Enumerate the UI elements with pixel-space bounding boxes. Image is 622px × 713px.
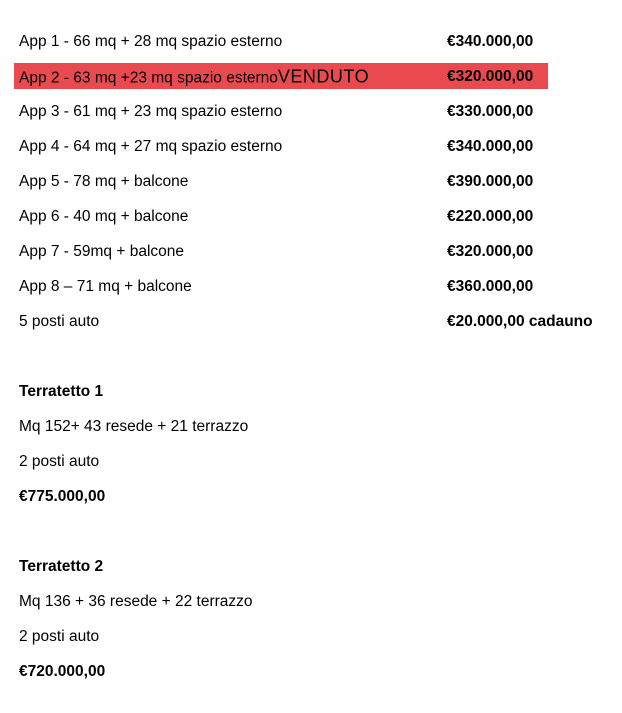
- listing-price: €340.000,00: [447, 137, 534, 155]
- parking-row: [0, 304, 622, 339]
- listing-label: App 6 - 40 mq + balcone: [19, 207, 189, 225]
- listing-label: App 3 - 61 mq + 23 mq spazio esterno: [19, 102, 283, 120]
- spacer-row: [0, 514, 622, 549]
- listing-label-text: App 2 - 63 mq +23 mq spazio esterno: [19, 69, 278, 86]
- terratetto-parking: 2 posti auto: [19, 627, 100, 645]
- listing-label: App 4 - 64 mq + 27 mq spazio esterno: [19, 137, 283, 155]
- terratetto-2-price-row: [0, 654, 622, 689]
- terratetto-parking: 2 posti auto: [19, 452, 100, 470]
- listing-price: €340.000,00: [447, 32, 534, 50]
- terratetto-2-title-row: [0, 549, 622, 584]
- terratetto-2-parking-row: [0, 619, 622, 654]
- listing-label: App 8 – 71 mq + balcone: [19, 277, 192, 295]
- listing-row-app-7: [0, 234, 622, 269]
- listing-label: App 1 - 66 mq + 28 mq spazio esterno: [19, 32, 283, 50]
- terratetto-1-price-row: [0, 479, 622, 514]
- terratetto-1-title-row: [0, 374, 622, 409]
- terratetto-title: Terratetto 1: [19, 382, 104, 400]
- listing-row-app-6: [0, 199, 622, 234]
- terratetto-2-size-row: [0, 584, 622, 619]
- terratetto-size: Mq 136 + 36 resede + 22 terrazzo: [19, 592, 253, 610]
- listing-row-app-8: [0, 269, 622, 304]
- spacer-row: [0, 339, 622, 374]
- terratetto-1-parking-row: [0, 444, 622, 479]
- listing-price: €330.000,00: [447, 102, 534, 120]
- listing-row-app-4: [0, 129, 622, 164]
- listing-row-app-1: [0, 24, 622, 59]
- listing-label: App 7 - 59mq + balcone: [19, 242, 185, 260]
- sold-badge: VENDUTO: [277, 66, 370, 86]
- listing-label: [19, 66, 369, 87]
- listing-price: €360.000,00: [447, 277, 534, 295]
- terratetto-size: Mq 152+ 43 resede + 21 terrazzo: [19, 417, 249, 435]
- parking-label: 5 posti auto: [19, 312, 100, 330]
- listing-row-app-3: [0, 94, 622, 129]
- listing-price: €320.000,00: [447, 67, 534, 85]
- listing-row-app-5: [0, 164, 622, 199]
- listing-price: €320.000,00: [447, 242, 534, 260]
- parking-price: €20.000,00 cadauno: [447, 312, 593, 330]
- terratetto-price: €775.000,00: [19, 487, 106, 505]
- listing-price: €220.000,00: [447, 207, 534, 225]
- listing-row-app-2-sold: [0, 59, 622, 94]
- listing-price: €390.000,00: [447, 172, 534, 190]
- listing-label: App 5 - 78 mq + balcone: [19, 172, 189, 190]
- terratetto-1-size-row: [0, 409, 622, 444]
- terratetto-title: Terratetto 2: [19, 557, 104, 575]
- terratetto-price: €720.000,00: [19, 662, 106, 680]
